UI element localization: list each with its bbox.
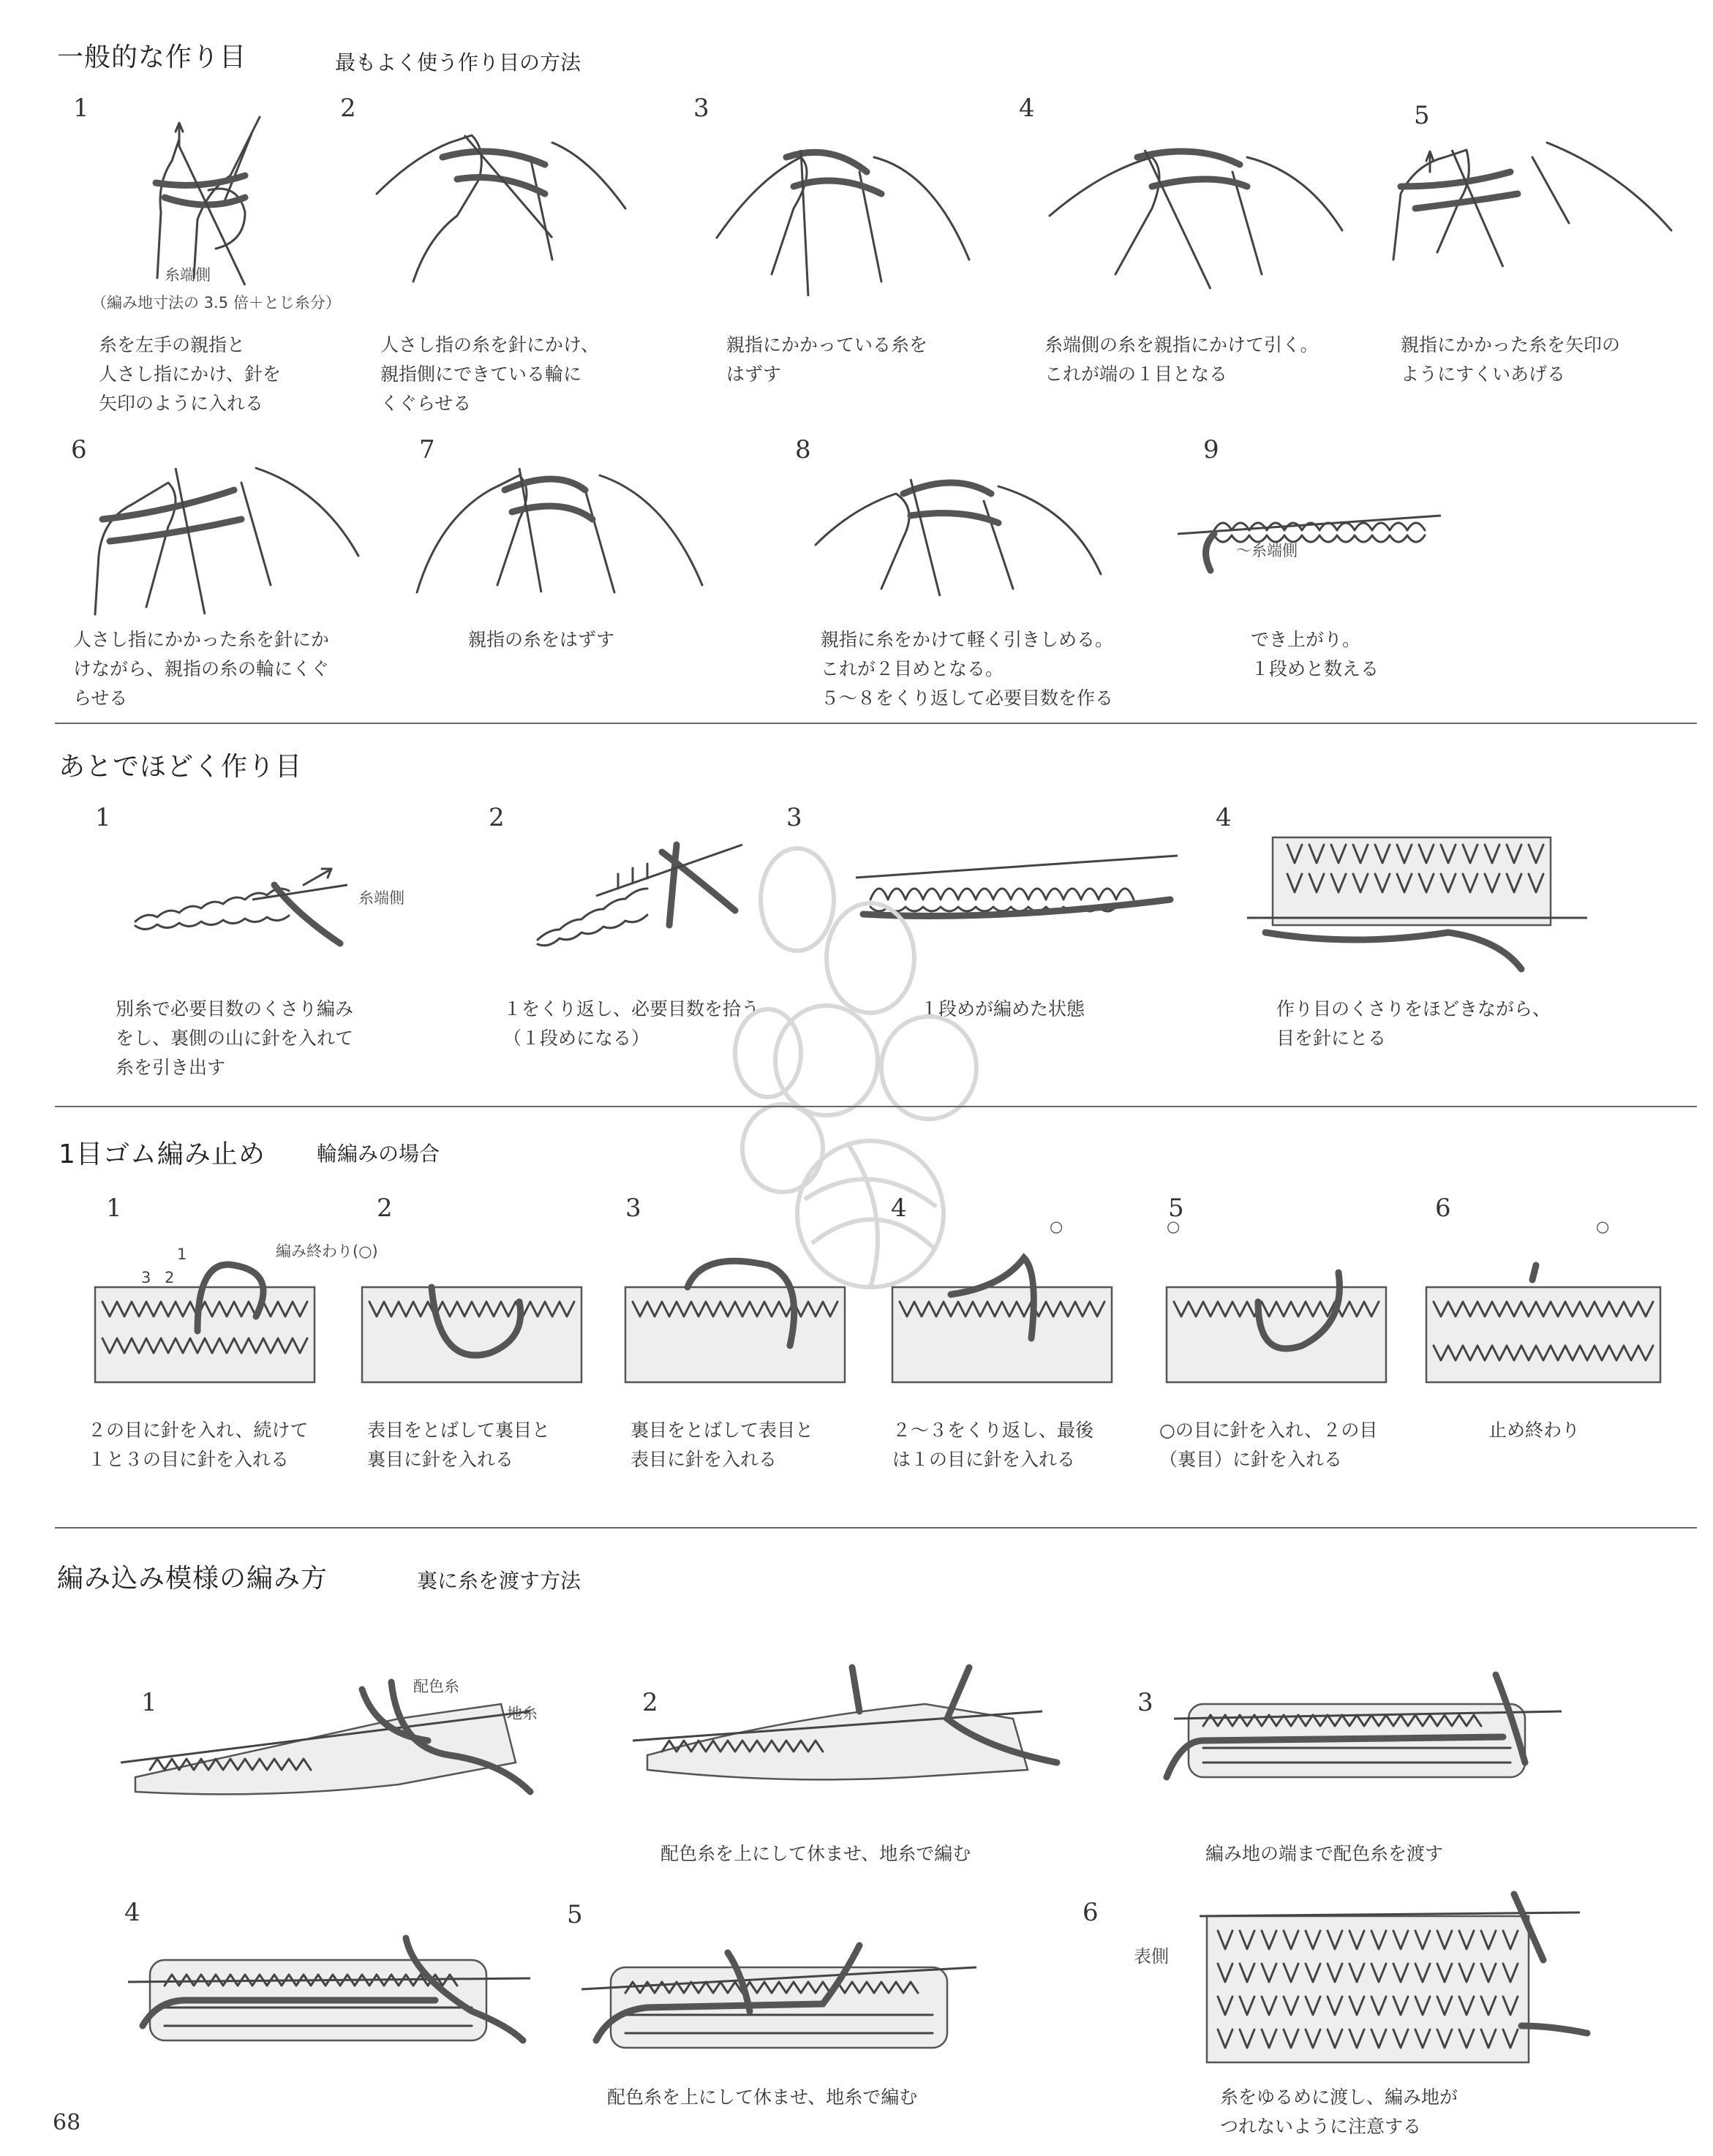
step-number: 5	[1414, 101, 1430, 130]
section-title-provisional-cast-on: あとでほどく作り目	[59, 752, 303, 782]
label-end-mark: 編み終わり(○)	[276, 1243, 378, 1260]
illustration-cast-on-step-5	[1386, 128, 1679, 267]
caption-provisional-step-1: 別糸で必要目数のくさり編み をし、裏側の山に針を入れて 糸を引き出す	[116, 998, 354, 1078]
label-stitch-1: 1	[177, 1245, 187, 1263]
label-yarn-end: 糸端側	[358, 889, 404, 907]
caption-cast-on-step-4: 糸端側の糸を親指にかけて引く。 これが端の１目となる	[1044, 334, 1319, 385]
caption-colorwork-step-3: 編み地の端まで配色糸を渡す	[1205, 1843, 1444, 1864]
caption-rib-bind-off-step-1: ２の目に針を入れ、続けて １と３の目に針を入れる	[88, 1420, 309, 1470]
section-title-cast-on: 一般的な作り目	[57, 42, 247, 72]
caption-cast-on-step-8: 親指に糸をかけて軽く引きしめる。 これが２目めとなる。 ５～８をくり返して必要目数を作る	[821, 629, 1114, 709]
step-number: 3	[693, 94, 709, 123]
section-subtitle-rib-bind-off: 輪編みの場合	[317, 1142, 440, 1166]
caption-rib-bind-off-step-3: 裏目をとばして表目と 表目に針を入れる	[630, 1420, 814, 1470]
step-number: 1	[95, 803, 111, 832]
caption-provisional-step-4: 作り目のくさりをほどきながら、 目を針にとる	[1276, 998, 1551, 1049]
step-number: 2	[377, 1194, 393, 1223]
illustration-cast-on-step-3	[713, 128, 976, 296]
caption-rib-bind-off-step-2: 表目をとばして裏目と 裏目に針を入れる	[367, 1420, 551, 1470]
caption-cast-on-step-3: 親指にかかっている糸を はずす	[726, 334, 928, 385]
step-number: 4	[1019, 94, 1035, 123]
caption-rib-bind-off-step-5: ○の目に針を入れ、２の目 （裏目）に針を入れる	[1159, 1420, 1378, 1470]
illustration-colorwork-step-4	[128, 1931, 538, 2048]
label-stitch-3: 3	[141, 1269, 151, 1286]
step-number: 4	[124, 1898, 140, 1927]
caption-provisional-step-2: １をくり返し、必要目数を拾う （１段めになる）	[503, 998, 760, 1049]
step-number: 6	[1083, 1898, 1099, 1927]
step-number: 9	[1203, 435, 1219, 464]
step-number: 3	[1137, 1688, 1153, 1717]
caption-rib-bind-off-step-6: 止め終わり	[1488, 1420, 1581, 1441]
page-number: 68	[53, 2110, 81, 2136]
step-number: 2	[340, 94, 356, 123]
illustration-colorwork-step-1	[121, 1675, 545, 1806]
caption-rib-bind-off-step-4: ２～３をくり返し、最後 は１の目に針を入れる	[892, 1420, 1094, 1470]
illustration-colorwork-step-6	[1200, 1894, 1595, 2070]
step-number: 7	[419, 435, 435, 464]
illustration-cast-on-step-9	[1170, 490, 1448, 578]
caption-colorwork-step-5: 配色糸を上にして休ませ、地糸で編む	[607, 2087, 918, 2108]
label-stitch-2: 2	[165, 1269, 175, 1286]
caption-cast-on-step-7: 親指の糸をはずす	[468, 629, 615, 650]
caption-cast-on-step-6: 人さし指にかかった糸を針にか けながら、親指の糸の輪にくぐ らせる	[73, 629, 330, 709]
illustration-cast-on-step-6	[88, 439, 366, 614]
step-number: 1	[141, 1688, 157, 1717]
illustration-provisional-step-1	[128, 856, 362, 951]
label-main-yarn: 地糸	[507, 1705, 538, 1722]
caption-cast-on-step-2: 人さし指の糸を針にかけ、 親指側にできている輪に くぐらせる	[380, 334, 600, 414]
label-yarn-end: ～糸端側	[1236, 542, 1298, 559]
step-number: 5	[1168, 1194, 1184, 1223]
caption-provisional-step-3: １段めが編めた状態	[920, 998, 1085, 1019]
caption-colorwork-step-6: 糸をゆるめに渡し、編み地が つれないように注意する	[1220, 2087, 1458, 2137]
illustration-cast-on-step-2	[369, 113, 633, 282]
step-number: 1	[106, 1194, 122, 1223]
label-circle-mark: ○	[1050, 1218, 1063, 1235]
step-number: 6	[1435, 1194, 1451, 1223]
caption-cast-on-step-1: 糸を左手の親指と 人さし指にかけ、針を 矢印のように入れる	[99, 334, 282, 414]
step-number: 2	[642, 1688, 658, 1717]
label-front-side: 表側	[1134, 1946, 1169, 1967]
section-divider	[55, 1527, 1697, 1529]
illustration-cast-on-step-1	[135, 102, 325, 285]
label-circle-mark: ○	[1167, 1218, 1181, 1235]
watermark-cactus-yarn-ball	[702, 819, 1009, 1287]
step-number: 3	[786, 803, 802, 832]
section-subtitle-stranded-colorwork: 裏に糸を渡す方法	[417, 1569, 581, 1593]
illustration-colorwork-step-5	[581, 1931, 991, 2055]
step-number: 4	[891, 1194, 907, 1223]
label-yarn-length: （編み地寸法の 3.5 倍＋とじ糸分）	[91, 294, 341, 312]
section-divider	[55, 723, 1697, 724]
illustration-cast-on-step-4	[1042, 128, 1349, 282]
step-number: 6	[71, 435, 87, 464]
illustration-colorwork-step-2	[633, 1660, 1057, 1792]
section-title-stranded-colorwork: 編み込み模様の編み方	[57, 1564, 328, 1594]
section-divider	[55, 1106, 1697, 1107]
label-circle-mark: ○	[1596, 1218, 1610, 1235]
step-number: 3	[625, 1194, 641, 1223]
caption-cast-on-step-9: でき上がり。 １段めと数える	[1251, 629, 1379, 679]
illustration-rib-bind-off-row	[88, 1258, 1419, 1390]
step-number: 1	[73, 94, 89, 123]
label-yarn-end: 糸端側	[165, 266, 211, 284]
illustration-colorwork-step-3	[1159, 1667, 1569, 1799]
illustration-rib-bind-off-step-6	[1426, 1273, 1668, 1390]
illustration-cast-on-step-7	[410, 446, 702, 592]
step-number: 5	[567, 1900, 583, 1929]
illustration-provisional-step-4	[1243, 830, 1595, 976]
label-contrast-yarn: 配色糸	[413, 1678, 459, 1695]
step-number: 4	[1216, 803, 1232, 832]
caption-colorwork-step-2: 配色糸を上にして休ませ、地糸で編む	[660, 1843, 971, 1864]
illustration-cast-on-step-8	[808, 457, 1115, 596]
section-subtitle-cast-on: 最もよく使う作り目の方法	[335, 50, 581, 75]
step-number: 2	[489, 803, 505, 832]
section-title-rib-bind-off: 1目ゴム編み止め	[59, 1139, 266, 1169]
caption-cast-on-step-5: 親指にかかった糸を矢印の ようにすくいあげる	[1401, 334, 1621, 385]
step-number: 8	[795, 435, 811, 464]
